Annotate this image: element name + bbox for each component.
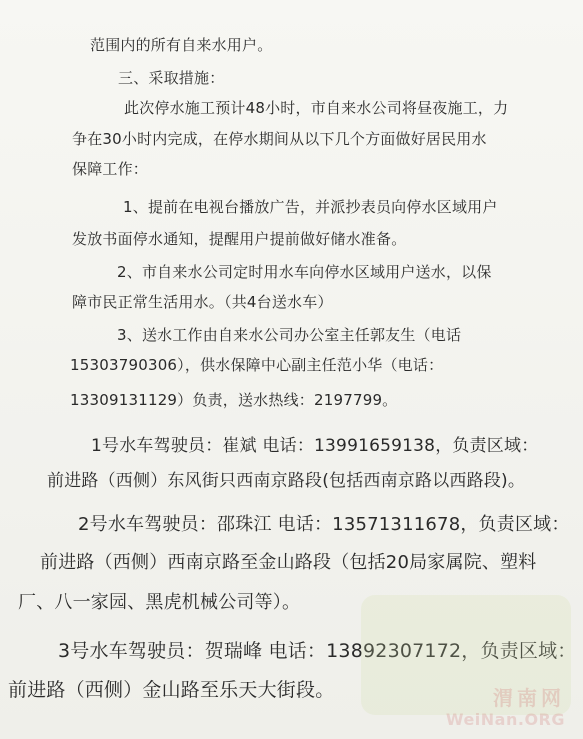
watermark-logo-en: WeiNan.ORG xyxy=(445,710,565,729)
text-line-10: 3、送水工作由自来水公司办公室主任郭友生（电话 xyxy=(117,326,462,344)
text-line-6: 1、提前在电视台播放广告，并派抄表员向停水区域用户 xyxy=(123,198,498,216)
text-line-11: 15303790306），供水保障中心副主任范小华（电话： xyxy=(70,356,444,374)
section-heading-measures: 三、采取措施： xyxy=(118,69,225,87)
text-line-7: 发放书面停水通知，提醒用户提前做好储水准备。 xyxy=(72,230,407,248)
text-line-4: 争在30小时内完成，在停水期间从以下几个方面做好居民用水 xyxy=(72,130,487,148)
watermark-logo-cn: 渭南网 xyxy=(493,686,565,710)
text-line-9: 障市民正常生活用水。（共4台送水车） xyxy=(72,293,333,311)
driver-1-line: 1号水车驾驶员：崔斌 电话：13991659138，负责区域： xyxy=(91,436,539,456)
driver-3-area-line: 前进路（西侧）金山路至乐天大街段。 xyxy=(8,679,335,701)
driver-2-line: 2号水车驾驶员：邵珠江 电话：13571311678，负责区域： xyxy=(78,514,570,535)
text-line-1: 范围内的所有自来水用户。 xyxy=(90,36,273,54)
driver-3-line: 3号水车驾驶员：贺瑞峰 电话：13892307172，负责区域： xyxy=(58,640,577,662)
text-line-3: 此次停水施工预计48小时，市自来水公司将昼夜施工，力 xyxy=(124,99,509,117)
driver-2-area-line-cont: 厂、八一家园、黑虎机械公司等）。 xyxy=(18,592,301,613)
watermark-background xyxy=(361,595,571,715)
driver-2-area-line: 前进路（西侧）西南京路至金山路段（包括20局家属院、塑料 xyxy=(40,552,537,573)
driver-1-area-line: 前进路（西侧）东风街只西南京路段(包括西南京路以西路段)。 xyxy=(47,471,526,491)
text-line-5: 保障工作： xyxy=(72,160,149,178)
text-line-8: 2、市自来水公司定时用水车向停水区域用户送水，以保 xyxy=(117,263,492,281)
text-line-12: 13309131129）负责，送水热线：2197799。 xyxy=(70,391,398,409)
